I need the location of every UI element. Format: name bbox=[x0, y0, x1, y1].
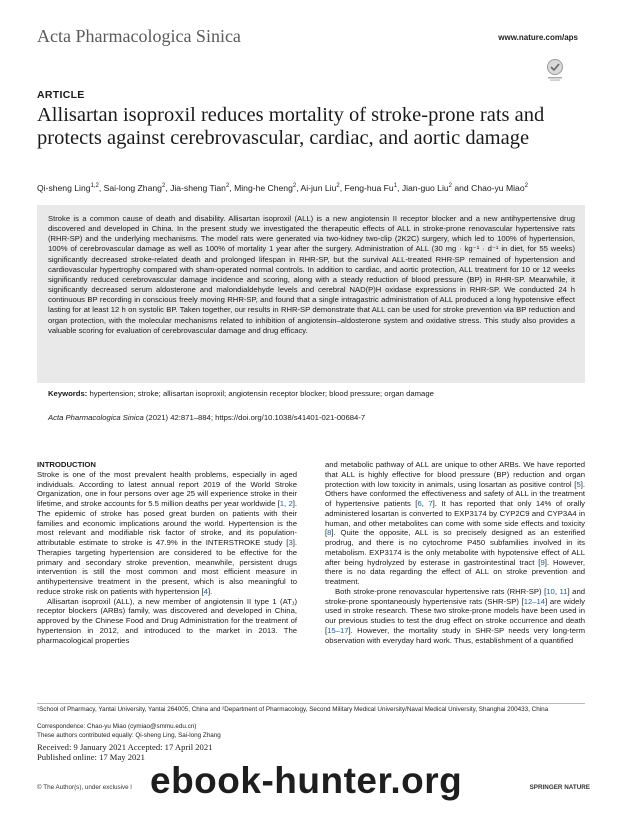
author-name[interactable]: Qi-sheng Ling bbox=[37, 182, 91, 193]
article-type-label: ARTICLE bbox=[37, 89, 85, 101]
intro-right-column bbox=[325, 460, 585, 645]
author-affiliation-mark: 2 bbox=[225, 183, 230, 189]
author-name[interactable]: Chao-yu Miao bbox=[471, 182, 525, 193]
reference-link[interactable]: 8 bbox=[327, 528, 332, 538]
citation-doi[interactable]: (2021) 42:871–884; https://doi.org/10.1038/s41401-021-00684-7 bbox=[143, 413, 366, 422]
author-separator: , bbox=[229, 182, 235, 193]
paragraph-text: ]. Quite the opposite, ALL is so precisely designed as an esterified prodrug, and there is no cytochrome P450 subfamilies involved in its metabolism. EXP3174 is the only metabolite with hypotensive effect of ALL after being hydrolyzed by esterase in gastrointestinal tract [ bbox=[325, 528, 585, 567]
paragraph-text: and metabolic pathway of ALL are unique to other ARBs. We have reported that ALL is highly effective for blood pressure (BP) reduction and organ protection with low toxicity in animals, using losartan as positive control [ bbox=[325, 460, 585, 489]
paragraph-text: ]. However, there is no data regarding the effect of ALL on stroke prevention and treatment. bbox=[325, 557, 585, 586]
intro-paragraph-1 bbox=[37, 470, 297, 597]
author-separator: , bbox=[339, 182, 345, 193]
paragraph-text: , bbox=[554, 586, 560, 596]
paragraph-text: ]. It has reported that only 14% of orally administered losartan is converted to EXP3174 by CYP2C9 and CYP3A4 in human, and other metabolites can come with some side effects and toxicity [ bbox=[325, 499, 585, 538]
copyright-notice: © The Author(s), under exclusive l bbox=[37, 784, 132, 791]
paragraph-text: ] and stroke-prone spontaneously hypertensive rats (SHR-SP) [ bbox=[325, 586, 585, 606]
reference-link[interactable]: 9 bbox=[540, 557, 545, 567]
keywords-label: Keywords: bbox=[48, 389, 88, 398]
reference-link[interactable]: 10 bbox=[546, 586, 555, 596]
reference-link[interactable]: 12–14 bbox=[523, 596, 546, 606]
author-name[interactable]: Jia-sheng Tian bbox=[170, 182, 226, 193]
reference-link[interactable]: 5 bbox=[576, 479, 581, 489]
author-separator: , bbox=[397, 182, 402, 193]
intro-paragraph-4 bbox=[325, 587, 585, 646]
paragraph-text: ] are widely used in stroke research. These two stroke-prone models have been used in our previous studies to test the drug effect on stroke occurrence and death [ bbox=[325, 596, 585, 635]
reference-link[interactable]: 6 bbox=[417, 499, 422, 508]
author-name[interactable]: Ai-jun Liu bbox=[300, 182, 337, 193]
reference-link[interactable]: 11 bbox=[559, 586, 568, 596]
author-separator: , bbox=[98, 182, 104, 193]
received-accepted-dates: Received: 9 January 2021 Accepted: 17 April 2021 bbox=[37, 742, 213, 752]
footnote-divider bbox=[37, 703, 585, 704]
keywords-text: hypertension; stroke; allisartan isoproxil; angiotensin receptor blocker; blood pressure; organ damage bbox=[89, 389, 434, 398]
author-list bbox=[37, 181, 597, 194]
journal-name: Acta Pharmacologica Sinica bbox=[37, 26, 241, 46]
author-separator: , bbox=[165, 182, 171, 193]
paragraph-text: ]. However, the mortality study in SHR-SP needs very long-term observation with everyday hard work. Thus, establishment of a quantified bbox=[325, 625, 585, 645]
citation-journal: Acta Pharmacologica Sinica bbox=[48, 413, 144, 422]
intro-paragraph-2: Allisartan isoproxil (ALL), a new member of angiotensin II type 1 (AT₁) receptor blockers (ARBs) family, was discovered and developed in China, approved by the Chinese Food and Drug Administration for the treatment of hypertension in 2012, and introduced to the market in 2013. The pharmacological properties bbox=[37, 596, 297, 645]
intro-left-column bbox=[37, 460, 297, 645]
correspondence-footnote: Correspondence: Chao-yu Miao (cymiao@smmu.edu.cn) bbox=[37, 723, 197, 730]
paragraph-text: ]. Therapies targeting hypertension are considered to be effective for the primary and secondary stroke prevention, meanwhile, persistent drugs intervention is still the most common and most efficient measure in antihypertensive treatment in the present, which is also meaningful to reduce stroke risk on patients with hypertension [ bbox=[37, 538, 297, 596]
author-name[interactable]: Feng-hua Fu bbox=[344, 182, 394, 193]
article-title: Allisartan isoproxil reduces mortality of stroke-prone rats and protects against cerebrovascular, cardiac, and aortic damage bbox=[37, 104, 545, 149]
paragraph-text: ]. bbox=[207, 586, 213, 596]
reference-link[interactable]: 2 bbox=[288, 499, 293, 508]
reference-link[interactable]: 3 bbox=[288, 538, 293, 547]
section-heading: INTRODUCTION bbox=[37, 460, 96, 469]
citation-line bbox=[48, 413, 575, 422]
author-affiliation-mark: 1 bbox=[393, 183, 398, 189]
abstract-text: Stroke is a common cause of death and disability. Allisartan isoproxil (ALL) is a new angiotensin II receptor blocker and a new antihypertensive drug discovered and developed in China. In the present study we investigated the therapeutic effects of ALL in stroke-prone renovascular hypertensive rats (RHR-SP) and the underlying mechanisms. The model rats were generated via two-kidney two-clip (2K2C) surgery, which led to 100% of hypertension, 100% of cerebrovascular damage as well as 100% of mortality 1 year after the surgery. Administration of ALL (30 mg · kg⁻¹ · d⁻¹ in diet, for 55 weeks) significantly decreased stroke-related death and prolonged lifespan in RHR-SP, but the survival ALL-treated RHR-SP remained of hypertension and cardiovascular hypertrophy compared with sham-operated normal controls. In addition to cardiac, and aortic protection, ALL treatment for 10 or 12 weeks significantly reduced cerebrovascular damage incidence and scoring, along with a steady reduction of blood pressure (BP) in RHR-SP. Meanwhile, it significantly decreased serum aldosterone and malondialdehyde levels and cerebral NAD(P)H oxidase expressions in RHR-SP. We conducted 24 h continuous BP recording in conscious freely moving RHR-SP, and found that a single intragastric administration of ALL produced a long hypotensive effect lasting for at least 12 h on systolic BP. Taken together, our results in RHR-SP demonstrate that ALL can be used for stroke prevention via BP reduction and organ protection, with the molecular mechanisms related to inhibition of angiotensin–aldosterone system and oxidative stress. This study also provides a valuable scoring for evaluation of cerebrovascular damage and drug efficacy. bbox=[48, 214, 575, 335]
author-separator: , bbox=[296, 182, 301, 193]
paragraph-text: Stroke is one of the most prevalent health problems, especially in aged individuals. According to latest annual report 2019 of the World Stroke Organization, one in four persons over age 25 will experience stroke in their lifetime, and stroke accounts for 5.5 million deaths per year worldwide [ bbox=[37, 469, 297, 508]
affiliations-footnote: ¹School of Pharmacy, Yantai University, Yantai 264005, China and ²Department of Pharmacology, Second Military Medical University/Naval Medical University, Shanghai 200433, China bbox=[37, 706, 549, 713]
author-affiliation-mark: 2 bbox=[448, 183, 452, 189]
reference-link[interactable]: 4 bbox=[203, 586, 208, 596]
author-affiliation-mark: 2 bbox=[336, 183, 340, 189]
watermark-text: ebook-hunter.org bbox=[150, 760, 463, 801]
intro-paragraph-3 bbox=[325, 460, 585, 587]
keywords-line bbox=[48, 389, 575, 398]
author-affiliation-mark: 2 bbox=[524, 183, 528, 189]
paragraph-text: , bbox=[284, 499, 289, 508]
journal-url-link[interactable]: www.nature.com/aps bbox=[498, 33, 578, 42]
paragraph-text: Both stroke-prone renovascular hypertensive rats (RHR-SP) [ bbox=[335, 586, 547, 596]
dates-block bbox=[37, 742, 212, 762]
reference-link[interactable]: 15–17 bbox=[327, 625, 349, 635]
author-separator: and bbox=[451, 182, 472, 193]
reference-link[interactable]: 7 bbox=[428, 499, 433, 508]
publisher-logo-text: SPRINGER NATURE bbox=[529, 784, 590, 791]
author-name[interactable]: Ming-he Cheng bbox=[234, 182, 293, 193]
paragraph-text: ]. Others have conformed the effectiveness and safety of ALL in the treatment of hypertensive patients [ bbox=[325, 479, 585, 508]
equal-contribution-footnote: These authors contributed equally: Qi-sheng Ling, Sai-long Zhang bbox=[37, 732, 221, 739]
author-affiliation-mark: 1,2 bbox=[90, 183, 99, 189]
paragraph-text: ]. The epidemic of stroke has posed great burden on patients with their families and economic implications around the world. Hypertension is the most relevant and modifiable risk factor of stroke, and its population-attributable estimate to stroke is 47.9% in the INTERSTROKE study [ bbox=[37, 499, 297, 547]
paragraph-text: , bbox=[421, 499, 429, 508]
reference-link[interactable]: 1 bbox=[279, 499, 285, 508]
check-for-updates-icon[interactable] bbox=[545, 58, 565, 82]
author-name[interactable]: Sai-long Zhang bbox=[103, 182, 162, 193]
published-date: Published online: 17 May 2021 bbox=[37, 752, 145, 762]
author-affiliation-mark: 2 bbox=[161, 183, 166, 189]
author-name[interactable]: Jian-guo Liu bbox=[401, 182, 449, 193]
author-affiliation-mark: 2 bbox=[292, 183, 297, 189]
